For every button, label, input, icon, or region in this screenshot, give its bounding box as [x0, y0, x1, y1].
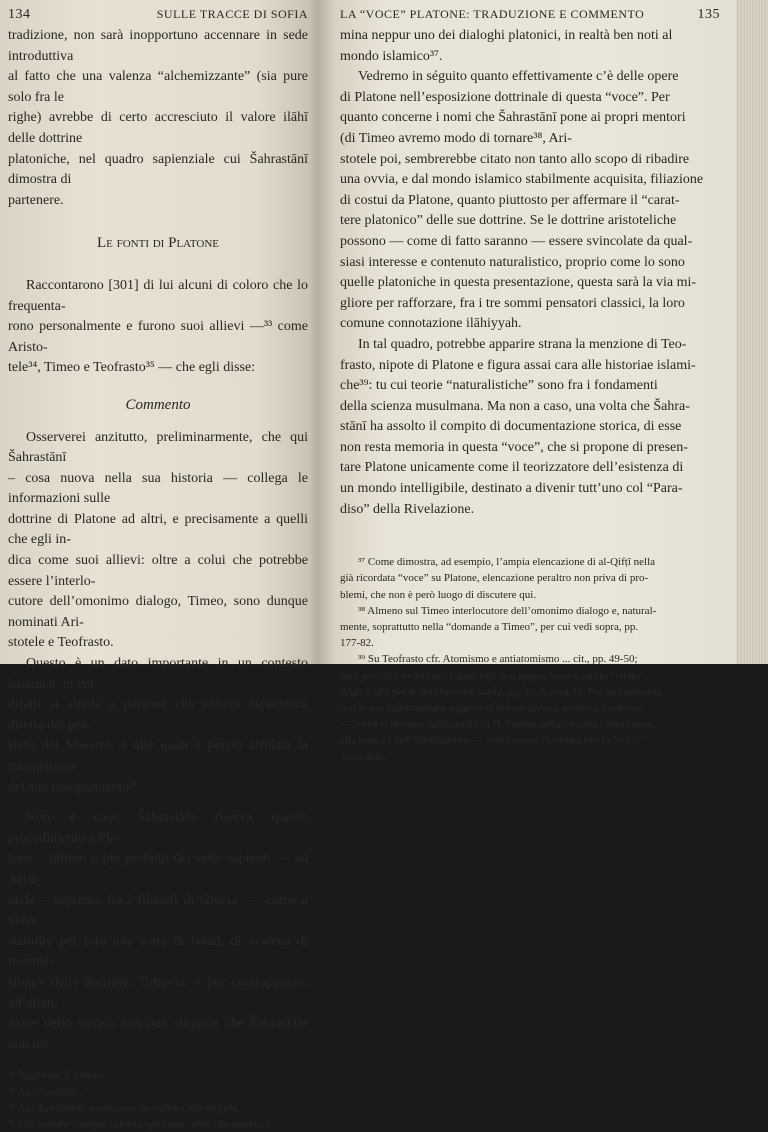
text-line: Osserverei anzitutto, preliminarmente, che qui Šahrastānī [8, 429, 308, 466]
right-page-content [340, 4, 720, 765]
text-line: (di Timeo avremo modo di tornare³⁸, Ari- [340, 130, 572, 146]
text-line: comune connotazione ilāhiyyah. [340, 316, 522, 332]
text-line: quelle platoniche in questa presentazione, questa sarà la via mi- [340, 275, 697, 291]
text-line: dottrine di Platone ad altri, e precisamente a quelli che egli in- [8, 511, 308, 548]
left-page [0, 0, 322, 1130]
text-line: di Platone nell’esposizione dottrinale di questa “voce”. Per [340, 89, 670, 105]
text-line: stotele poi, sembrerebbe citato non tanto allo scopo di ribadire [340, 151, 690, 167]
footnote: alla nota 22 dell’Introduzione — potrà essere ricordato per la “voce” [340, 734, 643, 747]
page-number-left: 134 [8, 7, 31, 22]
footnote: ³⁴ Ar.: Arsṭūṭālīs. [8, 1085, 82, 1098]
footnote: ³⁷ Come dimostra, ad esempio, l’ampia elencazione di al-Qifṭī nella [358, 556, 656, 569]
text-line: zione dello storico non può sfuggire che Šahrastānī non no- [8, 1016, 308, 1052]
text-line: siasi interesse e contenuto naturalistico, proprio come lo sono [340, 254, 685, 270]
text-line: che³⁹: tu cui teorie “naturalistiche” sono fra i fondamenti [340, 378, 658, 394]
text-line: di costui da Platone, quanto piuttosto per affermare il “carat- [340, 192, 680, 208]
text-line: Vedremo in séguito quanto effettivamente c’è delle opere [358, 69, 679, 85]
left-intro [8, 26, 308, 211]
text-line: stabilire per loro una sorta di isnād, di «catena di trasmis- [8, 933, 308, 970]
footnote: — come si desume dallo studio di H. Daiber nella raccolta citata sopra, [340, 718, 654, 731]
paragraph-1 [8, 428, 308, 655]
right-page-header [340, 4, 720, 26]
text-line: Questo è un dato importante in un contesto islamico, in cui [8, 656, 308, 692]
text-line: stotele e Teofrasto. [8, 635, 114, 651]
text-line: rono personalmente e furono suoi allievi —³³ come Aristo- [8, 319, 308, 355]
text-line: righe) avrebbe di certo accresciuto il valore ilāhī delle dottrine [8, 110, 308, 146]
text-line: Non a caso Šahrastānī riserva questo procedimento a Pla- [8, 810, 308, 846]
footnote: Aristotele. [340, 750, 387, 763]
text-line: mina neppur uno dei dialoghi platonici, in realtà ben noti al [340, 28, 673, 43]
footnote: dagli Arabi per le dottrine vedi sopra, pp. 42-3, nota 22. Per un confronto [340, 685, 662, 698]
text-line: – cosa nuova nella sua historia — collega le informazioni sulle [8, 470, 308, 507]
text-line: quanto concerne i nomi che Šahrastānī pone ai propri mentori [340, 110, 686, 126]
text-line: Raccontarono [301] di lui alcuni di coloro che lo frequenta- [8, 277, 308, 314]
page-number-right: 135 [697, 7, 720, 22]
footnote: blemi, che non è però luogo di discutere qui. [340, 588, 537, 601]
footnote: 177-82. [340, 637, 374, 650]
text-line: un mondo intelligibile, destinato a divenir tutt’uno col “Para- [340, 481, 683, 497]
text-line: possono — come di fatto saranno — essere svincolate da qual- [340, 233, 693, 249]
text-line: una ovvia, e dal mondo islamico stabilmente acquisita, filiazione [340, 172, 704, 188]
text-line: tradizione, non sarà inopportuno accennare in sede introduttiva [8, 28, 308, 64]
right-intro [340, 26, 720, 67]
left-page-header [8, 4, 308, 26]
text-line: difatti si allude a persone che ebbero esperienza diretta del pen- [8, 697, 308, 733]
text-line: gliore per rafforzare, fra i tre sommi pensatori classici, la loro [340, 295, 685, 311]
text-line: siero del Maestro, e alle quali è perciò affidata la trasmissione [8, 738, 308, 774]
footnote: ³⁵ Ar.: Ṯawfrisṭus; sostituisco un trattino alla virgola. [8, 1101, 240, 1114]
footnote: ³³ Aggiungo il trattino. [8, 1069, 107, 1082]
text-line: tere platonico” delle sue dottrine. Se le dottrine aristoteliche [340, 213, 677, 229]
text-line: frasto, nipote di Platone e figura assai cara alle historiae islami- [340, 357, 696, 373]
running-head-right: LA “VOCE” PLATONE: TRADUZIONE E COMMENTO [340, 7, 645, 21]
footnote: ³⁶ Che assume dunque valenza spirituale, oltre che teoretica. [8, 1117, 273, 1130]
text-line: dica come suoi allievi: oltre a colui che potrebbe essere l’interlo- [8, 553, 308, 589]
text-line: partenere. [8, 192, 64, 208]
text-line: mondo islamico³⁷. [340, 48, 443, 64]
text-line: sione» delle dottrine. Tuttavia, e per contrappasso, all’atten- [8, 974, 308, 1011]
footnote: suoi possibili motivi per i quali egli non appare invece molto “citato” [340, 669, 645, 682]
right-footnotes [340, 534, 720, 765]
text-line: stānī ha assolto il compito di documentazione storica, di esse [340, 419, 682, 435]
text-line: cutore dell’omonimo dialogo, Timeo, sono dunque nominati Ari- [8, 594, 308, 630]
right-page [318, 0, 738, 763]
text-line: diso” della Rivelazione. [340, 501, 475, 517]
quote-block [8, 276, 308, 379]
text-line: tele³⁴, Timeo e Teofrasto³⁵ — che egli disse: [8, 360, 256, 376]
footnote: già ricordata “voce” su Platone, elencazione peraltro non priva di pro- [340, 572, 649, 585]
text-line: tare Platone unicamente come il teorizzatore dell’esistenza di [340, 460, 684, 476]
section-title: Le fonti di Platone [96, 235, 220, 252]
paragraph-3 [8, 808, 308, 1055]
text-line: al fatto che una valenza “alchemizzante” (sia pure solo fra le [8, 69, 308, 105]
left-footnotes [8, 1067, 308, 1132]
page-edges [736, 0, 768, 664]
footnote: ³⁸ Almeno sul Timeo interlocutore dell’omonimo dialogo e, natural- [358, 604, 657, 617]
footnote: con le tesi šahrastaniane oggetto di questo lavoro, semmai, Teofrasto [340, 702, 643, 715]
commento-title: Commento [125, 396, 191, 413]
running-head-left: SULLE TRACCE DI SOFIA [156, 7, 308, 21]
text-line: tone – ultimo e più perfetto dei sette sapienti — ad Arist- [8, 851, 308, 887]
paragraph-2 [8, 654, 308, 798]
text-line: otele – supremo fra i filosofi di Grecia —: come a voler [8, 892, 308, 929]
text-line: del suo insegnamento³⁶. [8, 779, 142, 795]
text-line: non resta memoria in questa “voce”, che si propone di presen- [340, 439, 688, 455]
right-paragraph-1 [340, 67, 720, 335]
text-line: platoniche, nel quadro sapienziale cui Šahrastānī dimostra di [8, 151, 308, 188]
footnote: mente, soprattutto nella “domande a Timeo”, per cui vedi sopra, pp. [340, 621, 639, 634]
footnote: ³⁹ Su Teofrasto cfr. Atomismo e antiatomismo ... cit., pp. 49-50; [358, 653, 638, 666]
text-line: In tal quadro, potrebbe apparire strana la menzione di Teo- [358, 336, 687, 352]
right-paragraph-2 [340, 335, 720, 520]
text-line: della scienza musulmana. Ma non a caso, una volta che Šahra- [340, 398, 690, 414]
left-page-content [8, 4, 308, 1132]
